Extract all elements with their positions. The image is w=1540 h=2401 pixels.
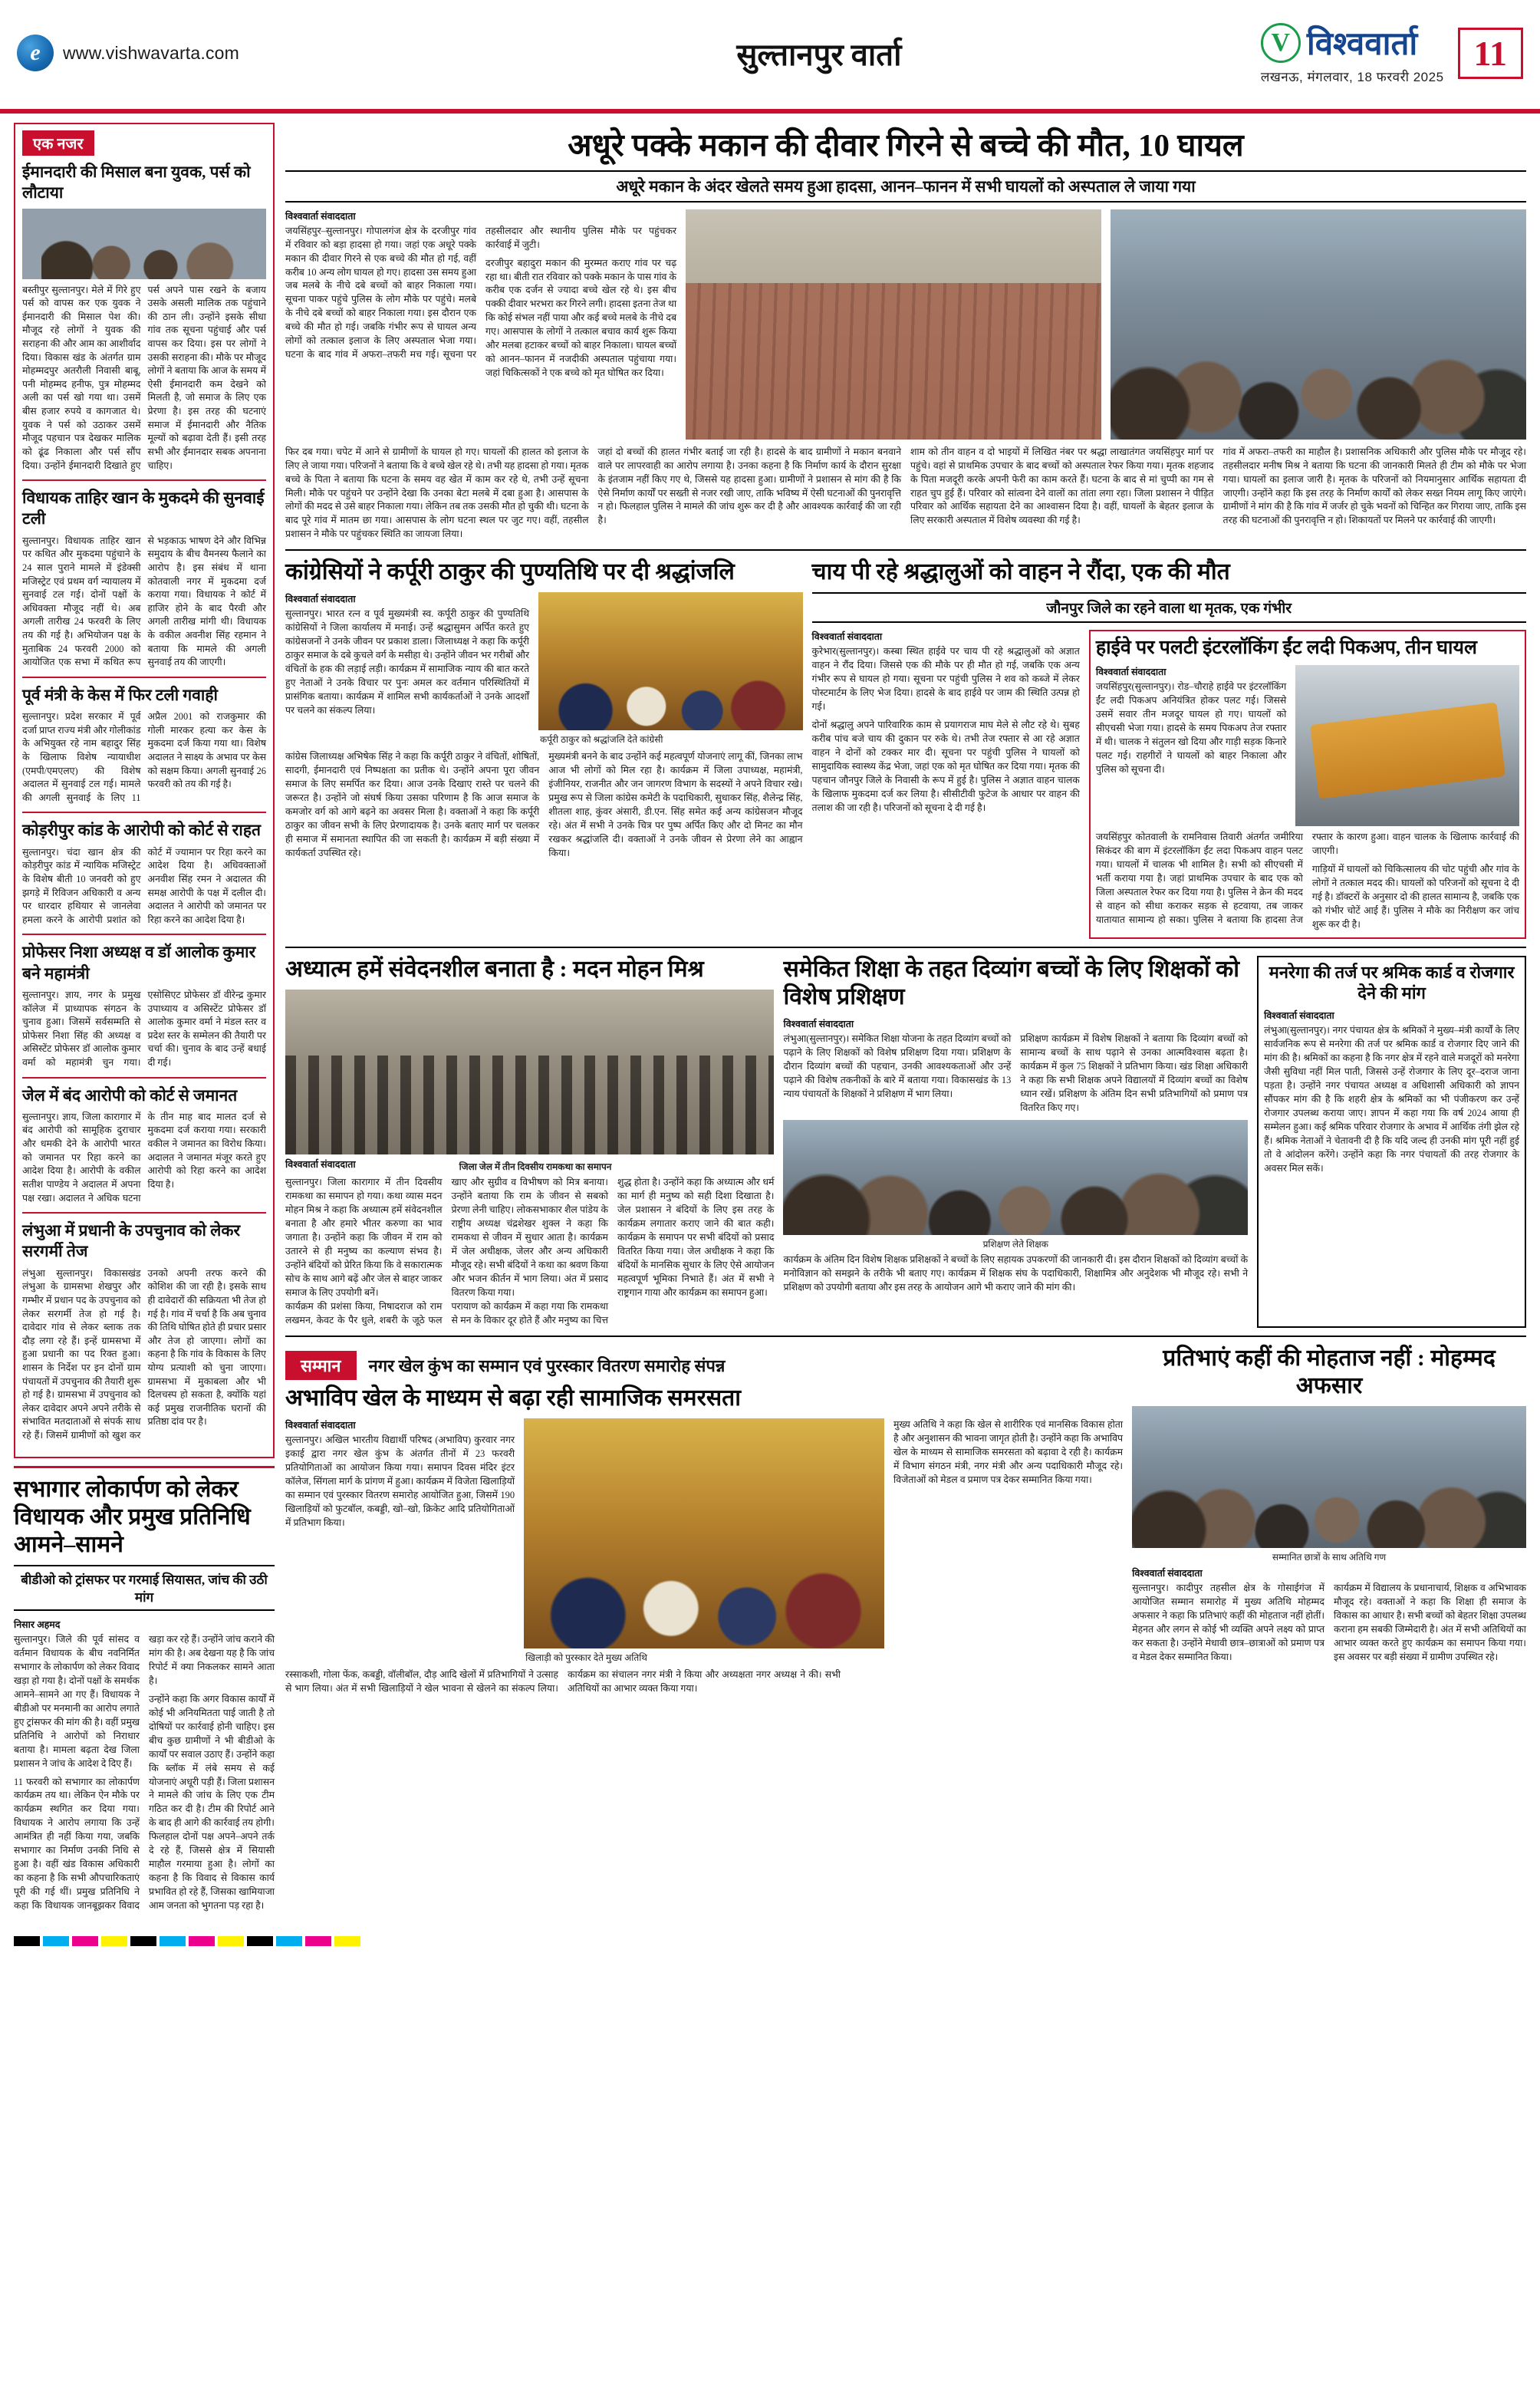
- story-paragraph: लंभुआ(सुल्तानपुर)। नगर पंचायत क्षेत्र के श्रमिकों ने मुख्य–मंत्री कार्यों के लिए सार्वजनिक रूप से मनरेगा की तर्ज पर श्रमिक कार्ड व रोजगार दिए जाने की मांग की है। श्रमिकों का कहना है कि नगर क्षेत्र में रहने वाले मजदूरों को मनरेगा जैसी सुविधा नहीं मिल पाती, जिससे उन्हें रोजगार के लिए दूर–दराज जाना पड़ता है। उन्होंने नगर पंचायत अध्यक्ष व अधिशासी अधिकारी को ज्ञापन सौंपकर मांग की है कि शहरी क्षेत्र के श्रमिकों का भी पंजीकरण कर उन्हें रोजगार उपलब्ध कराया जाए। ज्ञापन में कहा गया कि वर्ष 2024 आया ही सम्मेलन हुआ। कई श्रमिक परिवार रोजगार के अभाव में आर्थिक तंगी झेल रहे हैं। श्रमिक नेताओं ने चेतावनी दी है कि यदि जल्द ही उनकी मांग पूरी नहीं हुई तो वे आंदोलन करेंगे। उन्होंने कहा कि नगर पंचायतों की तरह रोजगार के अवसर मिल सकें।: [1264, 1025, 1519, 1174]
- rail-headline: लंभुआ में प्रधानी के उपचुनाव को लेकर सरगर्मी तेज: [22, 1221, 241, 1261]
- rail-body: सुल्तानपुर। प्रदेश सरकार में पूर्व दर्जा प्राप्त राज्य मंत्री और गोलीकांड के अभियुक्त रहे नाम बहादुर सिंह के खिलाफ विशेष न्यायाधीश (एमपी/एमएलए) की विशेष अदालत में सुनवाई टल गई। मामले की अगली सुनवाई के लिए 11 अप्रैल 2001 को राजकुमार की गोली मारकर हत्या कर केस के मुकदमा दर्ज किया गया था। विशेष अदालत ने साक्ष्य के अभाव पर केस को सक्षम किया। अगली सुनवाई 26 फरवरी को तय की गई है।: [22, 711, 266, 803]
- lead-subhead: अधूरे मकान के अंदर खेलते समय हुआ हादसा, आनन–फानन में सभी घायलों को अस्पताल ले जाया गया: [285, 170, 1526, 203]
- page-body: [0, 114, 1540, 1932]
- story-body: [14, 1633, 275, 1914]
- byline: विश्ववार्ता संवाददाता: [285, 1420, 356, 1431]
- story-paragraph: कार्यक्रम की प्रशंसा किया, निषादराज को राम लखमन, केवट के पैर धुले, शबरी के जूठे फल खाए और सुग्रीव व विभीषण को मित्र बनाया। उन्होंने बताया कि राम के जीवन से सबको प्रेरणा लेनी चाहिए। लोकसभाकार शैल पांडेय के राष्ट्रीय अध्यक्ष चंद्रशेखर शुक्ल ने कहा कि रामकथा से जीवन में सुधार आता है। कार्यक्रम में जेल अधीक्षक, जेलर और अन्य अधिकारी मौजूद रहे। सभी बंदियों ने कथा का श्रवण किया और भजन कीर्तन में भाग लिया। अंत में प्रसाद वितरण किया गया।: [285, 1177, 608, 1326]
- lead-bottom-text: [285, 446, 1526, 542]
- story-divyang: [783, 956, 1248, 1328]
- story-paragraph: कांग्रेस जिलाध्यक्ष अभिषेक सिंह ने कहा कि कर्पूरी ठाकुर ने वंचितों, शोषितों, सादगी, ईमानदारी एवं निष्पक्षता का प्रतीक थे। उन्होंने अपना पूरा जीवन समाज के लिए समर्पित कर दिया। आज उनके दिखाए रास्ते पर चलने की जरूरत है। उन्होंने जो संघर्ष किया उसका परिणाम है कि आज समाज के कमजोर वर्ग को आगे बढ़ने का अवसर मिला है। वक्ताओं ने कहा कि कर्पूरी ठाकुर का जीवन सभी के लिए प्रेरणादायक है। उनके बताए मार्ग पर चलकर ही समाज में समानता स्थापित की जा सकती है। कार्यक्रम में बड़ी संख्या में कार्यकर्ता उपस्थित रहे।: [285, 751, 540, 859]
- byline: विश्ववार्ता संवाददाता: [1095, 667, 1167, 678]
- website-url[interactable]: www.vishwavarta.com: [63, 42, 240, 63]
- ek-nazar-tag: एक नजर: [22, 130, 94, 156]
- story-paragraph: सुल्तानपुर। अखिल भारतीय विद्यार्थी परिषद (अभाविप) कुरवार नगर इकाई द्वारा नगर खेल कुंभ के अंतर्गत तीनों में 23 फरवरी प्रतियोगिताओं का आयोजन किया गया। समापन दिवस मंदिर इंटर कॉलेज, सिंगला मार्ग के प्रांगण में हुआ। कार्यक्रम में विजेता खिलाड़ियों का सम्मान एवं पुरस्कार वितरण समारोह आयोजित हुआ, जिसमें 190 खिलाड़ियों को फुटबॉल, कबड्डी, खो–खो, क्रिकेट आदि प्रतियोगिताओं में प्रतिभाग किया।: [285, 1434, 515, 1529]
- rail-body: सुल्तानपुर। ज्ञाय, जिला कारागार में बंद आरोपी को सामूहिक दुराचार और धमकी देने के आरोपी भारत को जमानत पर रिहा करने का आदेश दिया है। आरोपी के वकील सतीश पाण्डेय ने अदालत में अपना पक्ष रखा। अदालत ने अधिक घटना के तीन माह बाद मालत दर्ज से मुकदमा दर्ज कराया गया। सरकारी वकील ने जमानत का विरोध किया। अदालत ने जमानत मंजूर करते हुए आरोपी को रिहा करने का आदेश दिया है।: [22, 1111, 266, 1204]
- cmyk-swatch: [189, 1936, 215, 1946]
- truck-row: [1096, 665, 1519, 826]
- rail-photo-0: [22, 209, 266, 279]
- story-paragraph: जहां दो बच्चों की हालत गंभीर बताई जा रही है। हादसे के बाद ग्रामीणों ने मकान बनवाने वाले पर लापरवाही का आरोप लगाया है। उनका कहना है कि निर्माण कार्य के दौरान सुरक्षा के इंतजाम नहीं किए गए थे, जिससे यह हादसा हुआ। ग्रामीणों ने प्रशासन से मांग की है कि ऐसे निर्माण कार्यों पर सख्ती से नजर रखी जाए, ताकि भविष्य में ऐसी घटनाओं की पुनरावृत्ति न हो। फिलहाल पुलिस ने मामले की जांच शुरू कर दी है और आवश्यक कार्रवाई की जा रही है।: [597, 446, 901, 526]
- story-paragraph: कार्यक्रम के अंतिम दिन विशेष शिक्षक प्रशिक्षकों ने बच्चों के लिए सहायक उपकरणों की जानकारी दी। इस दौरान शिक्षकों को दिव्यांग बच्चों के मनोविज्ञान को समझने के तरीके भी बताए गए। कार्यक्रम में शिक्षक संघ के पदाधिकारी, शिक्षामित्र और अनुदेशक भी मौजूद रहे। सभी ने प्रशिक्षण को उपयोगी बताया और इस तरह के आयोजन आगे भी कराए जाने की मांग की।: [783, 1254, 1249, 1293]
- sammaan-bar: [285, 1351, 1123, 1380]
- karpoori-photo: [538, 592, 803, 730]
- brand-subline: लखनऊ, मंगलवार, 18 फरवरी 2025: [1260, 70, 1444, 84]
- abvp-text-col-2: [893, 1418, 1123, 1664]
- lead-photo-crowd: [1111, 209, 1526, 440]
- byline: विश्ववार्ता संवाददाता: [285, 1159, 356, 1171]
- divyang-text-col: [783, 1033, 1011, 1115]
- story-subhead: जौनपुर जिले का रहने वाला था मृतक, एक गंभीर: [812, 592, 1526, 623]
- cmyk-swatch: [276, 1936, 302, 1946]
- madan-caption-row: [285, 1158, 774, 1173]
- rail-headline: कोड़रीपुर कांड के आरोपी को कोर्ट से राहत: [22, 821, 261, 840]
- rail-headline: ईमानदारी की मिसाल बना युवक, पर्स को लौटाया: [22, 163, 251, 203]
- divyang-text-col-2: [1020, 1033, 1248, 1115]
- cmyk-swatch: [101, 1936, 127, 1946]
- brand-lockup: [1261, 21, 1444, 64]
- story-paragraph: गांव में अफरा–तफरी का माहौल है। प्रशासनिक अधिकारी और पुलिस मौके पर मौजूद रहे। तहसीलदार मनीष मिश्र ने बताया कि घटना की जानकारी मिलते ही टीम को मौके पर भेजा गया। घायलों का इलाज जारी है। मृतक के परिजनों को नियमानुसार आर्थिक सहायता दी जाएगी। उन्होंने कहा कि इस तरह के निर्माण कार्यों को लेकर सख्त नियम लागू किए जाएंगे। ग्रामीणों ने मांग की है कि गांव में जर्जर हो चुके भवनों को चिन्हित कर गिराया जाए, ताकि इस तरह की घटनाओं की पुनरावृत्ति न हो। शिकायतों पर मिलने पर कार्रवाई की जाएगी।: [1222, 446, 1526, 526]
- abvp-body: [285, 1668, 1123, 1696]
- jail-katha-photo: [285, 990, 774, 1154]
- story-paragraph: गाड़ियों में घायलों को चिकित्सालय की चोट पहुंची और गांव के लोगों ने तत्काल मदद की। घायलों को परिजनों को सूचना दे दी गई है। डॉक्टरों के अनुसार दो की हालत सामान्य है, जबकि एक को गंभीर चोटें आई हैं। पुलिस ने मौके का निरीक्षण कर जांच शुरू कर दी है।: [1311, 864, 1519, 930]
- lead-text-col-a: [285, 209, 676, 440]
- divider: [285, 549, 1526, 551]
- photo-caption: जिला जेल में तीन दिवसीय रामकथा का समापन: [459, 1161, 612, 1173]
- byline: निसार अहमद: [14, 1619, 61, 1630]
- cmyk-swatch: [247, 1936, 273, 1946]
- chai-row: [812, 630, 1526, 939]
- story-headline: कांग्रेसियों ने कर्पूरी ठाकुर की पुण्यतिथि पर दी श्रद्धांजलि: [285, 559, 735, 585]
- story-paragraph: शाम को तीन वाहन व दो भाइयों में लिखित नंबर पर श्रद्धा लाखातंगत जयसिंहपुर मार्ग पर पहुंचे। वहां से प्राथमिक उपचार के बाद बच्चों को अस्पताल रेफर किया गया। मृतक शहजाद के पिता मजदूरी करके अपनी फेरी का काम करते हैं। घटना के बाद से मां चुप्पी का गम से राहत चुप हुई हैं। परिवार को सांत्वना देने वालों का तांता लगा रहा। जिला प्रशासन ने पीड़ित परिवार को आर्थिक सहायता देने का आश्वासन दिया है। वहीं, घायलों के बेहतर इलाज के लिए सरकारी अस्पताल में विशेष व्यवस्था की गई है।: [910, 446, 1214, 526]
- afsar-photo: [1132, 1406, 1526, 1548]
- cmyk-swatch: [160, 1936, 186, 1946]
- karpoori-text-col: [285, 592, 529, 746]
- story-paragraph: जयसिंहपुर(सुल्तानपुर)। रोड–चौराहे हाईवे पर इंटरलॉकिंग ईंट लदी पिकअप अनियंत्रित होकर पलट गई। जिससे उसमें सवार तीन मजदूर घायल हो गए। घायलों को सीएचसी भेजा गया। हादसे के समय पिकअप तेज रफ्तार में थी। चालक ने संतुलन खो दिया और गाड़ी सड़क किनारे पलट गई। राहगीरों ने घायलों को बाहर निकाला और पुलिस को सूचना दी।: [1095, 681, 1287, 776]
- brand-block: [1261, 21, 1444, 85]
- story-paragraph: दोनों श्रद्धालु अपने पारिवारिक काम से प्रयागराज माघ मेले से लौट रहे थे। सुबह करीब पांच बजे चाय की दुकान पर रुके थे। तभी तेज रफ्तार से आ रहे अज्ञात वाहन ने दोनों को टक्कर मार दी। सूचना पर पहुंची पुलिस ने घायलों को सामुदायिक स्वास्थ्य केंद्र भेजा, जहां एक को मृत घोषित कर दिया गया। मृतक की पहचान जौनपुर जिले के निवासी के रूप में हुई है। पुलिस ने अज्ञात वाहन चालक के खिलाफ मुकदमा दर्ज कर लिया है। सीसीटीवी फुटेज के आधार पर वाहन की तलाश की जा रही है। परिजनों को सूचना दे दी गई है।: [811, 720, 1080, 814]
- cmyk-swatch: [72, 1936, 98, 1946]
- lead-headline: अधूरे पक्के मकान की दीवार गिरने से बच्चे की मौत, 10 घायल: [568, 127, 1244, 163]
- training-photo: [783, 1120, 1248, 1235]
- story-afsar: [1132, 1345, 1526, 1696]
- page-number: 11: [1458, 28, 1523, 79]
- mid-row: [285, 558, 1526, 939]
- rail-headline: जेल में बंद आरोपी को कोर्ट से जमानत: [22, 1085, 238, 1105]
- cmyk-swatch: [334, 1936, 360, 1946]
- v-logo-icon: [1261, 23, 1301, 63]
- byline: विश्ववार्ता संवाददाता: [1264, 1010, 1334, 1022]
- story-karpoori: [285, 558, 803, 939]
- lead-photo-1-wrap: [686, 209, 1101, 440]
- story-headline: प्रतिभाएं कहीं की मोहताज नहीं : मोहम्मद अफसार: [1163, 1345, 1496, 1399]
- story-headline: मनरेगा की तर्ज पर श्रमिक कार्ड व रोजगार देने की मांग: [1269, 963, 1515, 1003]
- madan-byline-col: [285, 1158, 449, 1173]
- story-headline: हाईवे पर पलटी इंटरलॉकिंग ईंट लदी पिकअप, तीन घायल: [1095, 637, 1477, 659]
- divider: [14, 1466, 275, 1468]
- karpoori-row: [285, 592, 803, 746]
- madan-body: [285, 1176, 774, 1328]
- ek-nazar-box: [14, 123, 275, 1458]
- sammaan-line: नगर खेल कुंभ का सम्मान एवं पुरस्कार वितरण समारोह संपन्न: [368, 1356, 726, 1376]
- story-paragraph: दरजीपुर बहादुरा मकान की मुरम्मत कराए गांव पर चढ़ रहा था। बीती रात रविवार को पक्के मकान के पास गांव के करीब एक दर्जन से ज्यादा बच्चे खेल रहे थे। इस बीच पक्की दीवार भरभरा कर गिरने लगी। हादसा इतना तेज था कि कोई संभल नहीं पाया और कई बच्चे मलबे के नीचे दब गए। आसपास के लोगों ने तत्काल बचाव कार्य शुरू किया और मलबा हटाकर बच्चों को बाहर निकाला। घायल बच्चों को आनन–फानन में नजदीकी अस्पताल पहुंचाया गया। जहां चिकित्सकों ने एक बच्चे को मृत घोषित कर दिया।: [485, 257, 677, 379]
- byline: विश्ववार्ता संवाददाता: [811, 631, 883, 643]
- chai-text-col: [812, 630, 1080, 939]
- rail-item-6: [22, 1220, 266, 1443]
- main-column: [285, 123, 1526, 1921]
- story-paragraph: उन्होंने कहा कि अगर विकास कार्यों में कोई भी अनियमितता पाई जाती है तो दोषियों पर कार्रवाई होनी चाहिए। इस बीच कुछ ग्रामीणों ने भी बीडीओ के कार्यों पर सवाल उठाए हैं। उन्होंने कहा कि ब्लॉक में लंबे समय से कई योजनाएं अधूरी पड़ी हैं। जिला प्रशासन ने मामले की जांच के लिए एक टीम गठित कर दी है। टीम की रिपोर्ट आने के बाद ही आगे की कार्रवाई तय होगी। फिलहाल दोनों पक्ष अपने–अपने तर्क दे रहे हैं, जिससे क्षेत्र में सियासी माहौल गरमाया हुआ है। लोगों का कहना है कि विवाद से विकास कार्य प्रभावित हो रहे हैं, जिसका खामियाजा आम जनता को भुगतना पड़ रहा है।: [149, 1693, 275, 1912]
- story-manrega: [1257, 956, 1526, 1328]
- cmyk-swatch: [14, 1936, 40, 1946]
- story-paragraph: मुख्यमंत्री बनने के बाद उन्होंने कई महत्वपूर्ण योजनाएं लागू कीं, जिनका लाभ आज भी लोगों को मिल रहा है। कार्यक्रम में जिला उपाध्यक्ष, महामंत्री, इंजीनियर, राजनीत और जन जागरण विभाग के सदस्यों ने अपने विचार रखे। प्रमुख रूप से जिला कांग्रेस कमेटी के पदाधिकारी, सुधाकर सिंह, शैलेन्द्र सिंह, शीतला शाह, कुंवर अंसारी, डी.एन. सिंह समेत कई अन्य कांग्रेसजन मौजूद रहे। अंत में सभी ने उनके चित्र पर पुष्प अर्पित किए और दो मिनट का मौन रखकर श्रद्धांजलि दी। वक्ताओं ने उनके जीवन से प्रेरणा लेने का आह्वान किया।: [548, 751, 803, 859]
- rail-item-2: [22, 685, 266, 805]
- byline: विश्ववार्ता संवाददाता: [1132, 1568, 1203, 1579]
- story-headline: सभागार लोकार्पण को लेकर विधायक और प्रमुख प्रतिनिधि आमने–सामने: [14, 1476, 251, 1557]
- byline: विश्ववार्ता संवाददाता: [783, 1019, 854, 1030]
- divyang-row: [783, 1033, 1248, 1115]
- story-paragraph: सुल्तानपुर। जिला कारागार में तीन दिवसीय रामकथा का समापन हो गया। कथा व्यास मदन मोहन मिश्र ने कहा कि अध्यात्म हमें संवेदनशील बनाता है और हमारे भीतर करुणा का भाव जगाता है। उन्होंने कहा कि जीवन में राम को उतारने से ही मनुष्य का कल्याण संभव है। उन्होंने बंदियों को प्रेरित किया कि वे सकारात्मक सोच के साथ आगे बढ़ें और जेल से बाहर जाकर समाज के लिए उपयोगी बनें।: [285, 1177, 443, 1299]
- rail-body: सुल्तानपुर। ज्ञाय, नगर के प्रमुख कॉलेज में प्राध्यापक संगठन के चुनाव हुआ। जिसमें सर्वसम्मति से प्रोफेसर निशा सिंह की अध्यक्ष व असिस्टेंट प्रोफेसर डॉ आलोक कुमार वर्मा को महामंत्री चुन गया। एसोसिएट प्रोफेसर डॉ वीरेन्द्र कुमार उपाध्याय व असिस्टेंट प्रोफेसर डॉ आलोक कुमार वर्मा ने मंडल स्तर व प्रदेश स्तर के सम्मेलन की तैयारी पर चर्चा की। चुनाव के बाद उन्हें बधाई दी गई।: [22, 989, 266, 1068]
- story-paragraph: कुरेभार(सुल्तानपुर)। कस्बा स्थित हाईवे पर चाय पी रहे श्रद्धालुओं को अज्ञात वाहन ने रौंद दिया। जिससे एक की मौके पर ही मौत हो गई, जबकि एक अन्य गंभीर रूप से घायल हो गया। सूचना पर पहुंची पुलिस ने शव को कब्जे में लेकर पोस्टमार्टम के लिए भेज दिया। हादसे के बाद हाईवे पर जाम की स्थिति उत्पन्न हो गई।: [811, 646, 1080, 713]
- story-paragraph: सुल्तानपुर। भारत रत्न व पूर्व मुख्यमंत्री स्व. कर्पूरी ठाकुर की पुण्यतिथि कांग्रेसियों ने जिला कार्यालय में मनाई। उन्हें श्रद्धासुमन अर्पित करते हुए कांग्रेसजनों ने उनके जीवन पर प्रकाश डाला। जिलाध्यक्ष ने कहा कि कर्पूरी ठाकुर समाज के दबे कुचले वर्ग के मसीहा थे। उन्होंने जीवन भर गरीबों और वंचितों के हक की लड़ाई लड़ी। कार्यक्रम में सामाजिक न्याय की बात करते हुए नेताओं ने उनके विचार पर पुनः अमल कर वर्तमान परिस्थितियों में प्रासंगिक बताया। कार्यक्रम में शामिल सभी कार्यकर्ताओं ने उनके आदर्शों पर चलने का संकल्प लिया।: [285, 608, 530, 716]
- abvp-text-col: [285, 1418, 515, 1664]
- story-paragraph: रस्साकशी, गोला फेंक, कबड्डी, वॉलीबॉल, दौड़ आदि खेलों में प्रतिभागियों ने उत्साह से भाग लिया। अंत में सभी खिलाड़ियों ने खेल भावना से खेलने का संकल्प लिया। कार्यक्रम का संचालन नगर मंत्री ने किया और अध्यक्षता नगर अध्यक्ष ने की। सभी अतिथियों का आभार व्यक्त किया गया।: [285, 1669, 841, 1695]
- bottom-row: [285, 1345, 1526, 1696]
- story-subhead: बीडीओ को ट्रांसफर पर गरमाई सियासत, जांच की उठी मांग: [14, 1565, 275, 1611]
- abvp-photo-col: [524, 1418, 884, 1664]
- rail-body: सुल्तानपुर। विधायक ताहिर खान पर कथित और मुकदमा पहुंचाने के 24 साल पुराने मामले में इंडेक्सी मजिस्ट्रेट एवं प्रथम वर्ग न्यायालय में सुनवाई टल गई। दोनों पक्षों के अधिवक्ता मौजूद नहीं थे। अब अगली तारीख 24 फरवरी के लिए तय की गई है। अभियोजन पक्ष के मुताबिक 24 फरवरी 2000 को आयोजित एक सभा में कथित रूप से भड़काऊ भाषण देने और विभिन्न समुदाय के बीच वैमनस्य फैलाने का आरोप है। इस संबंध में थाना कोतवाली नगर में मुकदमा दर्ज कराया गया। विधायक ने कोर्ट में हाजिर होने के बाद पैरवी और अगली तारीख मांगी थी। विधायक के वकील अवनीश सिंह रहमान ने बताया कि मामले की अगली सुनवाई तय की जाएगी।: [22, 535, 266, 668]
- story-sabhagar: [14, 1466, 275, 1914]
- story-headline: चाय पी रहे श्रद्धालुओं को वाहन ने रौंदा, एक की मौत: [811, 559, 1230, 585]
- divider: [22, 934, 266, 935]
- sammaan-tag: सम्मान: [285, 1351, 357, 1380]
- rail-item-0: [22, 162, 266, 473]
- rail-body: बस्तीपुर सुल्तानपुर। मेले में गिरे हुए पर्स को वापस कर एक युवक ने ईमानदारी की मिसाल पेश की। मौजूद रहे लोगों ने युवक की सराहना की और आम का आशीर्वाद दिया। विकास खंड के अंतर्गत ग्राम मोहम्मदपुर अतरौली निवासी बाबू, पनी मोहम्मद हनीफ, पुत्र मोहम्मद अली का पर्स खो गया था। उसमें बीस हजार रुपये व कागजात थे। युवक ने पर्स को उठाकर उसमें मौजूद पहचान पत्र देखकर मालिक को ढूंढ निकाला और पर्स सौंप दिया। उन्होंने ईमानदारी दिखाते हुए पर्स अपने पास रखने के बजाय उसके असली मालिक तक पहुंचाने की ठान ली। उन्होंने इसके सीधा गांव तक सूचना पहुंचाई और पर्स वापस कर दिया। इस पर लोगों ने उसकी सराहना की। मौके पर मौजूद लोगों ने बताया कि आज के समय में ऐसी ईमानदारी कम देखने को मिलती है, जो समाज के लिए एक प्रेरणा है। इस तरह की घटनाएं समाज में ईमानदारी और नैतिक मूल्यों को बढ़ावा देती हैं। इसी तरह सभी और ईमानदार सबक अपनाना चाहिए।: [22, 284, 266, 471]
- story-headline: अध्यात्म हमें संवेदनशील बनाता है : मदन मोहन मिश्र: [285, 957, 704, 983]
- karpoori-photo-col: [538, 592, 803, 746]
- truck-text-col: [1096, 665, 1286, 826]
- divider: [22, 812, 266, 813]
- story-abvp: [285, 1345, 1123, 1696]
- rail-headline: प्रोफेसर निशा अध्यक्ष व डॉ आलोक कुमार बने महामंत्री: [22, 943, 256, 983]
- byline: विश्ववार्ता संवाददाता: [285, 594, 356, 605]
- globe-icon: [17, 35, 54, 71]
- story-lead: [285, 127, 1526, 542]
- story-paragraph: प्रशिक्षण कार्यक्रम में विशेष शिक्षकों ने बताया कि दिव्यांग बच्चों को सामान्य बच्चों के साथ पढ़ाने से उनका आत्मविश्वास बढ़ता है। कार्यक्रम में कुल 75 शिक्षकों ने प्रतिभाग किया। खंड शिक्षा अधिकारी ने कहा कि सभी शिक्षक अपने विद्यालयों में दिव्यांग बच्चों का विशेष ध्यान रखें। प्रशिक्षण के अंतिम दिन सभी प्रतिभागियों को प्रमाण पत्र वितरित किए गए।: [1020, 1033, 1249, 1114]
- cmyk-swatch: [130, 1936, 156, 1946]
- story-paragraph: मुख्य अतिथि ने कहा कि खेल से शारीरिक एवं मानसिक विकास होता है और अनुशासन की भावना जागृत होती है। उन्होंने कहा कि अभाविप खेल के माध्यम से सामाजिक समरसता को बढ़ावा दे रही है। कार्यक्रम में विभाग संगठन मंत्री, नगर मंत्री और अन्य पदाधिकारी मौजूद रहे। विजेताओं को मेडल व प्रमाण पत्र देकर सम्मानित किया गया।: [893, 1419, 1124, 1486]
- story-paragraph: जयसिंहपुर कोतवाली के रामनिवास तिवारी अंतर्गत जमीरिया सिकंदर की बाग में इंटरलॉकिंग ईंट लदा पिकअप वाहन पलट गया। घायलों में चालक भी शामिल है। सभी को सीएचसी में भर्ती कराया गया है। जहां प्राथमिक उपचार के बाद एक को जिला अस्पताल रेफर कर दिया गया है। पुलिस ने क्रेन की मदद से वाहन को सीधा कराकर सड़क से हटवाया, तब जाकर यातायात सामान्य हो सका। पुलिस ने बताया कि हादसा तेज रफ्तार के कारण हुआ। वाहन चालक के खिलाफ कार्रवाई की जाएगी।: [1095, 832, 1519, 926]
- rail-headline: विधायक ताहिर खान के मुकदमे की सुनवाई टली: [22, 489, 265, 529]
- rail-item-4: [22, 942, 266, 1069]
- story-chai-truck: [812, 558, 1526, 939]
- abvp-row: [285, 1418, 1123, 1664]
- afsar-body: [1132, 1582, 1526, 1667]
- divider: [285, 947, 1526, 948]
- cmyk-swatch: [43, 1936, 69, 1946]
- story-paragraph: लंभुआ(सुल्तानपुर)। समेकित शिक्षा योजना के तहत दिव्यांग बच्चों को पढ़ाने के लिए शिक्षकों को विशेष प्रशिक्षण दिया गया। प्रशिक्षण के दौरान दिव्यांग बच्चों की पहचान, उनकी आवश्यकताओं और उन्हें पढ़ाने की विशेष तकनीकों के बारे में बताया गया। विकासखंड के 13 न्याय पंचायतों के शिक्षकों ने प्रशिक्षण में भाग लिया।: [783, 1033, 1012, 1100]
- edition-title: सुल्तानपुर वार्ता: [736, 37, 902, 72]
- story-paragraph: सुल्तानपुर। जिले की पूर्व सांसद व वर्तमान विधायक के बीच नवनिर्मित सभागार के लोकार्पण को लेकर विवाद खड़ा हो गया है। दोनों पक्षों के समर्थक आमने–सामने आ गए हैं। विधायक ने बीडीओ पर मनमानी का आरोप लगाते हुए ट्रांसफर की मांग की है। वहीं प्रमुख प्रतिनिधि ने आरोपों को निराधार बताया है। मामला बढ़ता देख जिला प्रशासन ने जांच के आदेश दे दिए हैं।: [14, 1633, 140, 1769]
- cmyk-swatch: [218, 1936, 244, 1946]
- lead-top-row: [285, 209, 1526, 440]
- photo-caption: प्रशिक्षण लेते शिक्षक: [982, 1239, 1049, 1250]
- story-paragraph: 11 फरवरी को सभागार का लोकार्पण कार्यक्रम तय था। लेकिन ऐन मौके पर कार्यक्रम स्थगित कर दिया गया। विधायक ने आरोप लगाया कि उन्हें आमंत्रित ही नहीं किया गया, जबकि सभागार का निर्माण उनकी निधि से हुआ है। वहीं खंड विकास अधिकारी का कहना है कि सभी औपचारिकताएं पूरी की गई थीं। प्रमुख प्रतिनिधि ने कहा कि विधायक जानबूझकर विवाद खड़ा कर रहे हैं। उन्होंने जांच कराने की मांग की है। अब देखना यह है कि जांच रिपोर्ट में क्या निकलकर सामने आता है।: [14, 1633, 275, 1912]
- divider: [22, 677, 266, 678]
- story-paragraph: कार्यक्रम में विद्यालय के प्रधानाचार्य, शिक्षक व अभिभावक मौजूद रहे। वक्ताओं ने कहा कि शिक्षा ही समाज के विकास का आधार है। सभी बच्चों को बेहतर शिक्षा उपलब्ध कराना हम सबकी जिम्मेदारी है। अंत में सभी अतिथियों का आभार व्यक्त करते हुए कार्यक्रम का समापन किया गया। इस अवसर पर बड़ी संख्या में ग्रामीण उपस्थित रहे।: [1334, 1583, 1526, 1663]
- cmyk-swatch: [305, 1936, 331, 1946]
- truck-photo-col: [1295, 665, 1519, 826]
- story-headline: समेकित शिक्षा के तहत दिव्यांग बच्चों के लिए शिक्षकों को विशेष प्रशिक्षण: [783, 957, 1240, 1010]
- karpoori-body: [285, 750, 803, 863]
- masthead: [0, 0, 1540, 114]
- rail-body: सुल्तानपुर। चंदा खान क्षेत्र की कोड़रीपुर कांड में न्यायिक मजिस्ट्रेट के विशेष बीती 10 जनवरी को हुए झगड़े में रिविजन अधिकारी व अन्य पर धारदार हथियार से जानलेवा हमला करने के आरोपी प्रशांत को कोर्ट में ज्यामान पर रिहा करने का आदेश दिया है। अधिवक्ताओं अनवीश सिंह रमन ने अदालत की समक्ष आरोपी के पक्ष में दलील दी। अदालत ने आरोपी को जमानत पर रिहा करने का आदेश दिया है।: [22, 846, 266, 925]
- photo-caption: कर्पूरी ठाकुर को श्रद्धांजलि देते कांग्रेसी: [540, 734, 663, 746]
- third-row: [285, 956, 1526, 1328]
- brand-name: विश्ववार्ता: [1306, 27, 1418, 62]
- story-paragraph: परायाण को कार्यक्रम में कहा गया कि रामकथा से मन के विकार दूर होते हैं और मनुष्य का चित्त शुद्ध होता है। उन्होंने कहा कि अध्यात्म और धर्म का मार्ग ही मनुष्य को सही दिशा दिखाता है। जेल प्रशासन ने बंदियों के लिए इस तरह के कार्यक्रम लगातार कराए जाने की बात कही। कार्यक्रम के समापन पर सभी बंदियों को प्रसाद वितरित किया गया। जेल अधीक्षक ने कहा कि बंदियों के मानसिक सुधार के लिए ऐसे आयोजन महत्वपूर्ण भूमिका निभाते हैं। अंत में सभी ने राष्ट्रगान गाया और कार्यक्रम का समापन हुआ।: [451, 1177, 775, 1326]
- left-rail: [14, 123, 275, 1921]
- lead-photo-rubble: [686, 209, 1101, 440]
- story-truck: [1089, 630, 1526, 939]
- story-paragraph: जयसिंहपुर–सुल्तानपुर। गोपालगंज क्षेत्र के दरजीपुर गांव में रविवार को बड़ा हादसा हो गया। जहां एक अधूरे पक्के मकान की दीवार गिरने से एक बच्चे की मौत हो गई, वहीं करीब 10 अन्य लोग घायल हो गए। हादसा उस समय हुआ जब मलबे के नीचे दबे बच्चों को बाहर निकाला गया। सूचना पाकर पहुंचे पुलिस के लोग मौके पर पहुंचे। मलबे के नीचे दबे बच्चों को बाहर निकाला गया। इस दौरान एक बच्चे की मौत हो गई। जबकि गंभीर रूप से घायल अन्य लोगों को तत्काल इलाज के लिए अस्पताल भेजा गया। घटना के बाद गांव में अफरा–तफरी मच गई। सूचना पर तहसीलदार और स्थानीय पुलिस मौके पर पहुंचकर कार्रवाई में जुटी।: [285, 225, 677, 361]
- cmyk-registration-strip: [0, 1932, 1540, 1954]
- rail-body: लंभुआ सुल्तानपुर। विकासखंड लंभुआ के ग्रामसभा शेखपुर और गम्भीर में प्रधान पद के उपचुनाव को लेकर सरगर्मी तेज हो गई है। दावेदार गांव से लेकर ब्लाक तक दौड़ लगा रहे हैं। इन्हें ग्रामसभा में हुआ प्रधानी का पद रिक्त हुआ। शासन के निर्देश पर इन दोनों ग्राम पंचायतों में उपचुनाव की तैयारी शुरू हो गई है। ग्रामसभा में उपचुनाव को लेकर दावेदार अपने अपने तरीके से संभावित मतदाताओं से संपर्क साध रहे हैं। जिसमें ग्रामीणों को खुश कर उनको अपनी तरफ करने की कोशिश की जा रही है। इसके साथ ही दावेदारों की सक्रियता भी तेज हो गई है। गांव में चर्चा है कि अब चुनाव की तिथि घोषित होते ही प्रचार प्रसार और तेज हो जाएगा। लोगों का कहना है कि गांव के विकास के लिए योग्य प्रत्याशी को चुना जाएगा। ग्रामसभा में मुकाबला और भी दिलचस्प हो सकता है, क्योंकि यहां कई प्रमुख राजनीतिक घरानों की प्रतिष्ठा दांव पर है।: [22, 1267, 266, 1441]
- rail-item-1: [22, 488, 266, 670]
- photo-caption: सम्मानित छात्रों के साथ अतिथि गण: [1272, 1552, 1387, 1563]
- story-paragraph: सुल्तानपुर। कादीपुर तहसील क्षेत्र के गोसाईगंज में आयोजित सम्मान समारोह में मुख्य अतिथि मोहम्मद अफसार ने कहा कि प्रतिभाएं कहीं की मोहताज नहीं होतीं। मेहनत और लगन से कोई भी व्यक्ति अपने लक्ष्य को प्राप्त कर सकता है। उन्होंने मेधावी छात्र–छात्राओं को प्रमाण पत्र व मेडल देकर सम्मानित किया।: [1132, 1583, 1325, 1663]
- byline: विश्ववार्ता संवाददाता: [285, 210, 356, 222]
- story-paragraph: फिर दब गया। चपेट में आने से ग्रामीणों के घायल हो गए। घायलों की हालत को इलाज के लिए ले जाया गया। परिजनों ने बताया कि वे बच्चे खेल रहे थे। तभी यह हादसा हो गया। मृतक बच्चे के पिता ने बताया कि घटना के समय वह खेत में काम कर रहे थे, तभी उन्हें सूचना मिली। मौके पर पहुंचने पर उन्होंने देखा कि उनका बेटा मलबे में दबा हुआ है। आसपास के लोगों की मदद से उसे बाहर निकाला गया। लेकिन तब तक उसकी मौत हो चुकी थी। घटना के बाद पूरे गांव में मातम छा गया। आसपास के लोग घटना स्थल पर जुट गए। वहीं, तहसील प्रशासन ने मौके पर पहुंचकर स्थिति का जायजा लिया।: [285, 446, 589, 540]
- abvp-award-photo: [524, 1418, 884, 1648]
- truck-body: [1096, 831, 1519, 932]
- rail-item-3: [22, 820, 266, 927]
- madan-caption-col: [458, 1158, 775, 1173]
- masthead-right: [1261, 21, 1523, 85]
- rail-headline: पूर्व मंत्री के केस में फिर टली गवाही: [22, 685, 218, 704]
- photo-caption: खिलाड़ी को पुरस्कार देते मुख्य अतिथि: [525, 1652, 647, 1664]
- masthead-left: [17, 35, 377, 71]
- divider: [22, 479, 266, 481]
- story-madan: [285, 956, 774, 1328]
- divider: [22, 1212, 266, 1214]
- divider: [285, 1336, 1526, 1337]
- lead-photo-2-wrap: [1111, 209, 1526, 440]
- story-headline: अभाविप खेल के माध्यम से बढ़ा रही सामाजिक समरसता: [285, 1385, 742, 1411]
- truck-photo: [1295, 665, 1519, 826]
- rail-item-5: [22, 1085, 266, 1206]
- divider: [22, 1077, 266, 1079]
